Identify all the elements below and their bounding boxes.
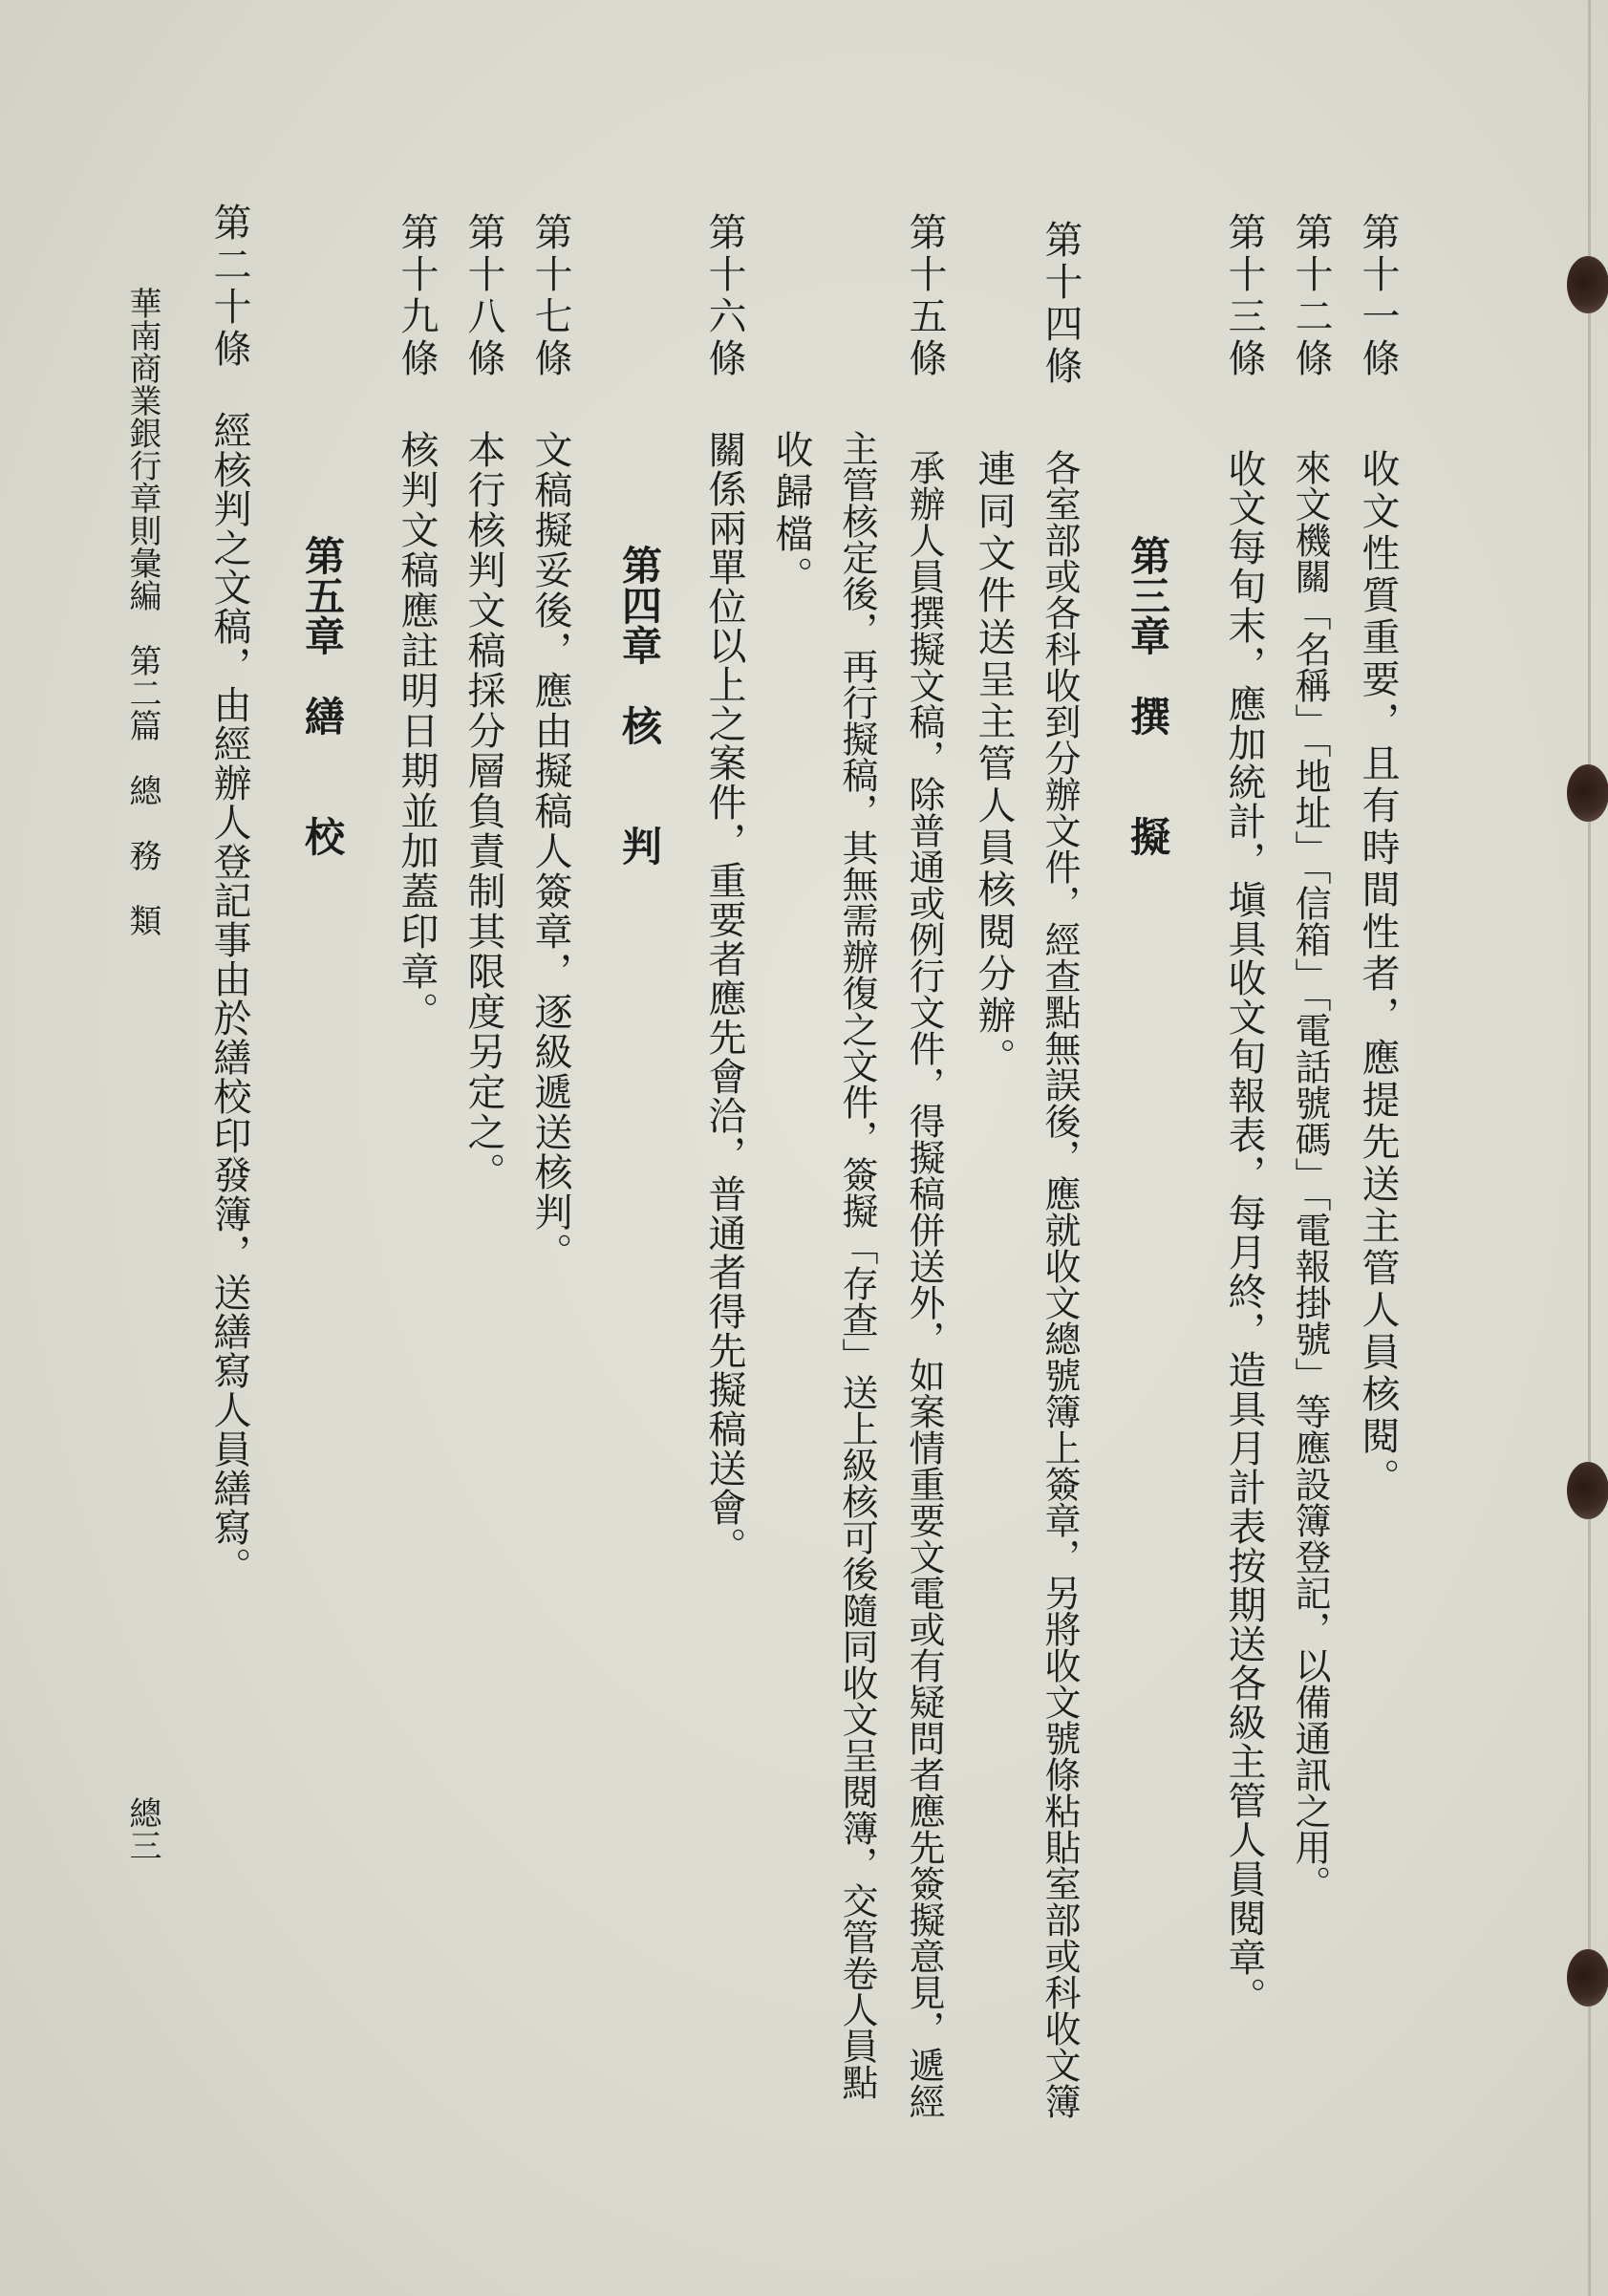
article-17-text: 文稿擬妥後，應由擬稿人簽章，逐級遞送核判。 [528,430,572,1273]
page-number: 總三 [123,1796,161,1861]
article-13-text: 收文每旬末，應加統計，塡具收文旬報表，每月終，造具月計表按期送各級主管人員閱章。 [1222,449,1266,2016]
article-15-continuation-2: 收歸檔。 [769,430,813,598]
chapter-3-heading: 第三章 撰 擬 [1125,535,1171,856]
article-15-text: 承辦人員撰擬文稿，除普通或例行文件，得擬稿併送外，如案情重要文電或有疑問者應先簽擬意見，遞經 [903,449,945,2119]
binding-hole [1567,1462,1608,1519]
chapter-5-heading: 第五章 繕 校 [299,535,346,856]
article-12-text: 來文機關「名稱」「地址」「信箱」「電話號碼」「電報掛號」等應設簿登記，以備通訊之用。 [1289,449,1331,1901]
article-17-number: 第十七條 [528,212,572,380]
article-20-text: 經核判之文稿，由經辦人登記事由於繕校印發簿，送繕寫人員繕寫。 [207,411,251,1586]
article-15-continuation: 主管核定後，再行擬稿，其無需辦復之文件，簽擬「存查」送上級核可後隨同收文呈閱簿，交管卷人員點 [836,430,878,2100]
article-16-number: 第十六條 [702,212,746,380]
article-18-text: 本行核判文稿採分層負責制其限度另定之。 [461,430,505,1192]
article-14-text: 各室部或各科收到分辦文件，經查點無誤後，應就收文總號簿上簽章，另將收文號條粘貼室部或科收文簿 [1039,449,1081,2119]
article-16-text: 關係兩單位以上之案件，重要者應先會洽，普通者得先擬稿送會。 [702,430,746,1566]
article-14-number: 第十四條 [1039,220,1083,388]
article-18-number: 第十八條 [461,212,505,380]
article-15-number: 第十五條 [903,212,947,380]
binding-hole [1567,1949,1608,2006]
chapter-4-heading: 第四章 核 判 [616,545,663,866]
article-19-number: 第十九條 [395,212,439,380]
article-20-number: 第二十條 [207,203,251,371]
article-11-text: 收文性質重要，且有時間性者，應提先送主管人員核閱。 [1356,449,1400,1500]
binding-hole [1567,764,1608,822]
article-12-number: 第十二條 [1289,212,1333,380]
article-14-continuation: 連同文件送呈主管人員核閱分辦。 [972,449,1016,1080]
footer-book-title: 華南商業銀行章則彙編 第二篇 總 務 類 [123,287,161,936]
article-13-number: 第十三條 [1222,212,1266,380]
article-19-text: 核判文稿應註明日期並加蓋印章。 [395,430,439,1032]
binding-hole [1567,256,1608,313]
article-11-number: 第十一條 [1356,212,1400,380]
